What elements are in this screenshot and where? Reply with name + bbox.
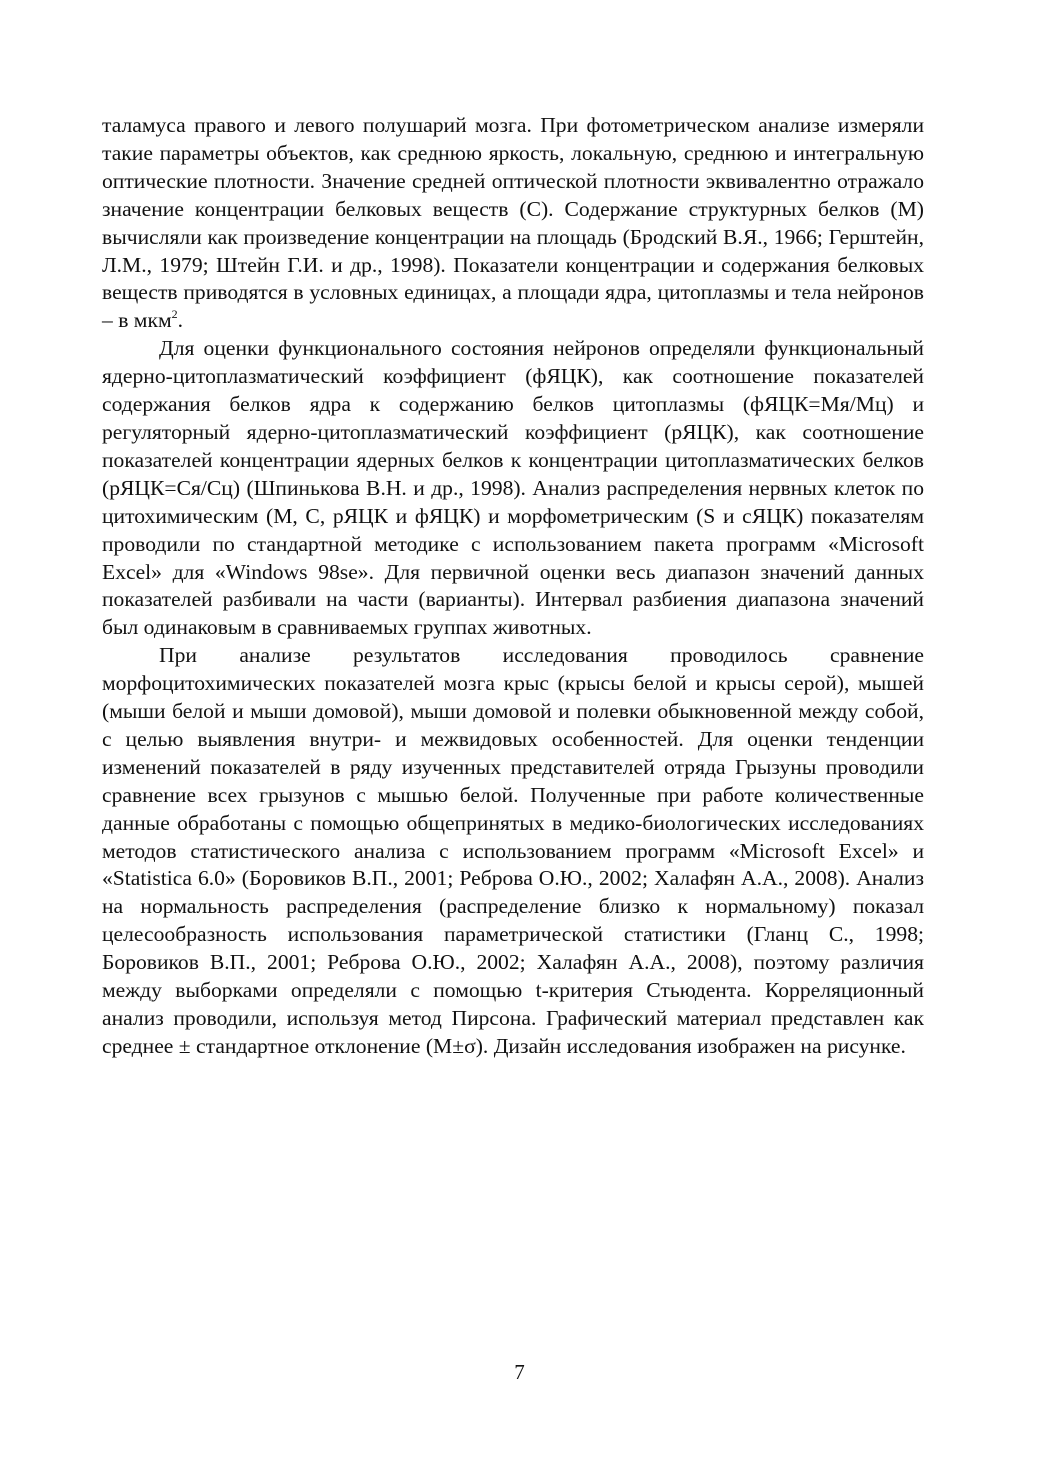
- paragraph-3: При анализе результатов исследования проводилось сравнение морфоцитохимических показателей мозга крыс (крысы белой и крысы серой), мышей (мыши белой и мыши домовой), мыши домовой и полевки обыкновенной между собой, с целью выявления внутри- и межвидовых особенностей. Для оценки тенденции изменений показателей в ряду изученных представителей отряда Грызуны проводили сравнение всех грызунов с мышью белой. Полученные при работе количественные данные обработаны с помощью общепринятых в медико-биологических исследованиях методов статистического анализа с использованием программ «Microsoft Excel» и «Statistica 6.0» (Боровиков В.П., 2001; Реброва О.Ю., 2002; Халафян А.А., 2008). Анализ на нормальность распределения (распределение близко к нормальному) показал целесообразность использования параметрической статистики (Гланц С., 1998; Боровиков В.П., 2001; Реброва О.Ю., 2002; Халафян А.А., 2008), поэтому различия между выборками определяли с помощью t-критерия Стьюдента. Корреляционный анализ проводили, используя метод Пирсона. Графический материал представлен как среднее ± стандартное отклонение (М±σ). Дизайн исследования изображен на рисунке.: [102, 643, 924, 1058]
- body-text: [102, 112, 924, 1061]
- page-number: 7: [514, 1360, 525, 1384]
- paragraph-1-tail: .: [177, 308, 184, 333]
- paragraph-1-text: таламуса правого и левого полушарий мозга. При фотометрическом анализе измеряли такие параметры объектов, как среднюю яркость, локальную, среднюю и интегральную оптические плотности. Значение средней оптической плотности эквивалентно отражало значение концентрации белковых веществ (С). Содержание структурных белков (М) вычисляли как произведение концентрации на площадь (Бродский В.Я., 1966; Герштейн, Л.М., 1979; Штейн Г.И. и др., 1998). Показатели концентрации и содержания белковых веществ приводятся в условных единицах, а площади ядра, цитоплазмы и тела нейронов – в мкм: [102, 113, 924, 333]
- paragraph-1: [102, 112, 924, 335]
- paragraph-2: Для оценки функционального состояния нейронов определяли функциональный ядерно-цитоплазматический коэффициент (фЯЦК), как соотношение показателей содержания белков ядра к содержанию белков цитоплазмы (фЯЦК=Мя/Мц) и регуляторный ядерно-цитоплазматический коэффициент (рЯЦК), как соотношение показателей концентрации ядерных белков к концентрации цитоплазматических белков (рЯЦК=Ся/Сц) (Шпинькова В.Н. и др., 1998). Анализ распределения нервных клеток по цитохимическим (М, С, рЯЦК и фЯЦК) и морфометрическим (S и сЯЦК) показателям проводили по стандартной методике с использованием пакета программ «Microsoft Excel» для «Windows 98se». Для первичной оценки весь диапазон значений данных показателей разбивали на части (варианты). Интервал разбиения диапазона значений был одинаковым в сравниваемых группах животных.: [102, 336, 924, 640]
- superscript-2: 2: [171, 307, 178, 322]
